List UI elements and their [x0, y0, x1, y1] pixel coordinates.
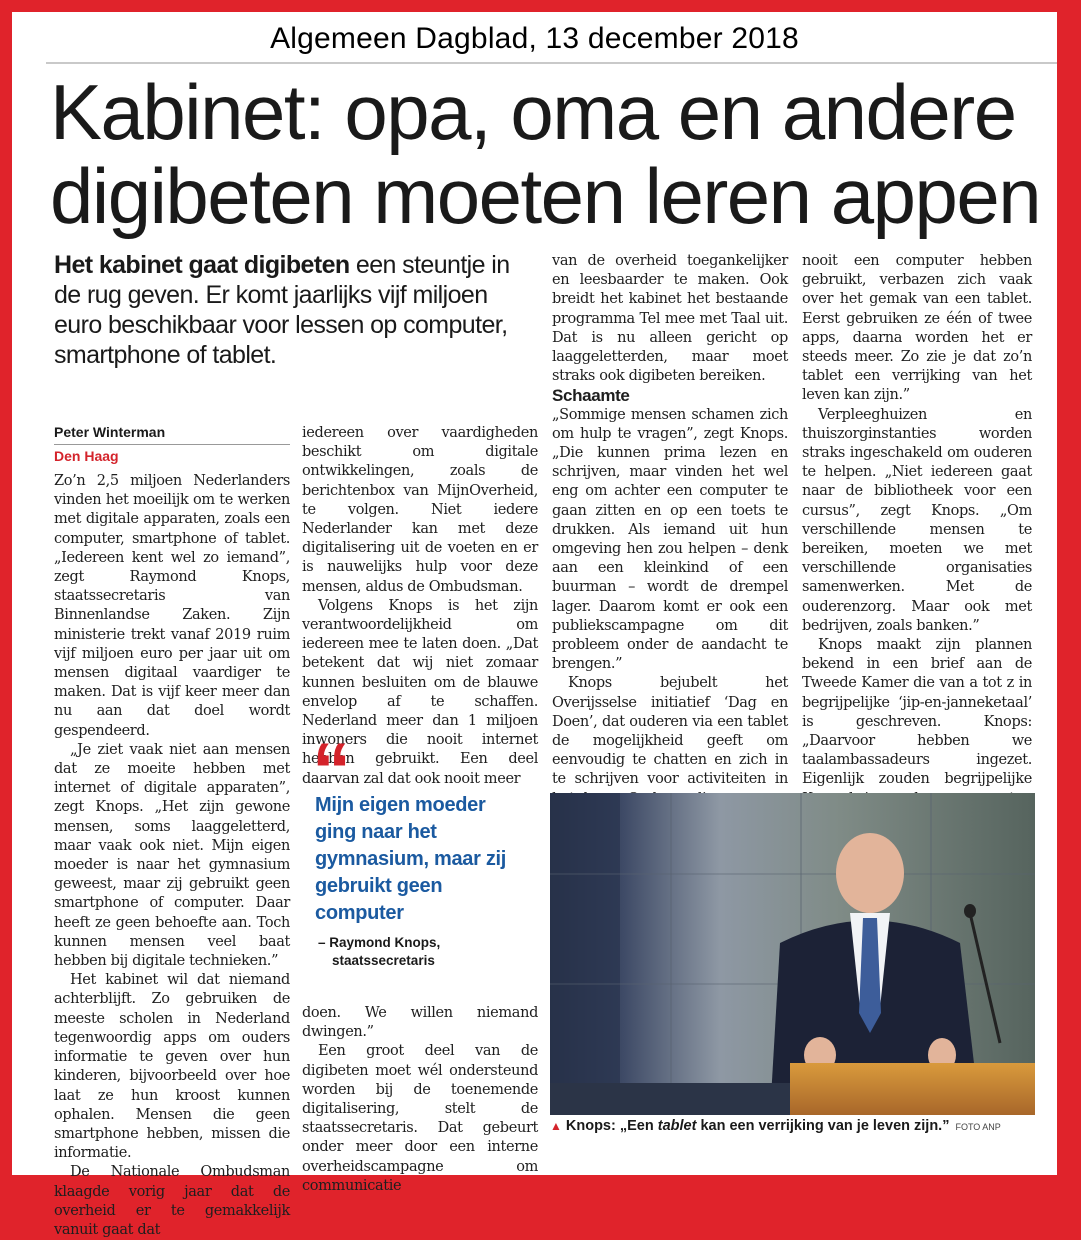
headline-line-2: digibeten moeten leren appen [50, 152, 1041, 240]
triangle-icon: ▲ [550, 1119, 562, 1133]
paragraph: Knops bejubelt het Overijsselse initiatief ‘Dag en Doen’, dat ouderen via een tablet de mogelijkheid geeft om eenvoudig te chatten en zich in te schrijven voor activiteiten in [552, 675, 788, 788]
attribution-role: staatssecretaris [332, 953, 435, 968]
subheading: Schaamte [552, 386, 630, 406]
paragraph: Volgens Knops is het zijn verantwoordelijkheid om iedereen mee te laten doen. „Dat betekent dat wij niet zomaar kunnen besluiten om de blauwe envelop af te schaffen. Nederland meer dan 1 miljoen inwoners die nooit internet hebben gebruikt. Een deel daarvan zal dat ook nooit meer [302, 597, 538, 787]
paragraph: doen. We willen niemand dwingen.” [302, 1005, 538, 1041]
byline-divider [54, 444, 290, 445]
attribution-name: – Raymond Knops, [318, 935, 441, 950]
newspaper-page [12, 12, 1057, 1238]
photo-caption [550, 1118, 1035, 1134]
photo-credit: FOTO ANP [955, 1122, 1001, 1132]
lead-paragraph [54, 250, 534, 370]
quote-mark-icon: “ [312, 726, 345, 814]
paragraph: iedereen over vaardigheden beschikt om digitale ontwikkelingen, zoals de berichtenbox van MijnOverheid, te volgen. Niet iedere Nederlander kan met deze digitalisering uit de voeten en er is nauwelijks hulp voor deze mensen, aldus de Ombudsman. [302, 425, 538, 595]
paragraph: „Je ziet vaak niet aan mensen dat ze moeite hebben met internet of digitale apparaten”, zegt Knops. „Het zijn gewone mensen, soms laaggeletterd, maar vaak ook niet. Mijn eigen moeder is naar het gymnasium geweest, maar zij gebruikt geen smartphone of computer. Daar heeft ze geen behoefte aan. Toch kunnen mensen veel baat hebben bij digitale technieken.” [54, 741, 290, 970]
header-rule [46, 62, 1057, 64]
pull-quote-attribution [318, 934, 528, 970]
pull-quote: Mijn eigen moeder ging naar het gymnasium, maar zij gebruikt geen computer [315, 794, 507, 924]
lead-text: een steuntje in de rug geven. Er komt jaarlijks vijf miljoen euro beschikbaar voor lessen op computer, smartphone of tablet. [54, 251, 510, 369]
paragraph: Het kabinet wil dat niemand achterblijft. Zo gebruiken de meeste scholen in Nederland tegenwoordig apps om ouders informatie te geven over hun kinderen, bijvoorbeeld over hoe laat ze hun kroost kunnen ophalen. Mensen die geen smartphone hebben, missen die informatie. [54, 972, 290, 1162]
paragraph: van de overheid toegankelijker en leesbaarder te maken. Ook breidt het kabinet het bestaande programma Tel mee met Taal uit. Dat is nu alleen gericht op laaggeletterden, maar moet straks ook digibeten bereiken. [552, 253, 788, 385]
article-column-2-continued [302, 1004, 538, 1196]
paragraph: Een groot deel van de digibeten moet wél ondersteund worden bij de toenemende digitalisering, stelt de staatssecretaris. Dat gebeurt onder meer door een interne overheidscampagne om communicatie [302, 1043, 538, 1194]
article-column-1 [54, 472, 290, 1240]
paragraph: „Sommige mensen schamen zich om hulp te vragen”, zegt Knops. „Die kunnen prima lezen en schrijven, maar vinden het wel eng om achter een computer te gaan zitten en op een toets te drukken. Als iemand uit hun omgeving hen zou helpen – denk aan een kleinkind of een buurman – wordt de drempel lager. Daarom komt er ook een publiekscampagne om dit probleem onder de aandacht te brengen.” [552, 406, 788, 673]
author-byline: Peter Winterman [54, 424, 166, 440]
paragraph: Zo’n 2,5 miljoen Nederlanders vinden het moeilijk om te werken met digitale apparaten, zoals een computer, smartphone of tablet. „Iedereen kent wel zo iemand”, zegt Raymond Knops, staatssecretaris van Binnenlandse Zaken. Zijn ministerie trekt vanaf 2019 ruim vijf miljoen euro per jaar uit om mensen digitaal vaardiger te maken. Dat is vijf keer meer dan nu aan dat doel wordt gespendeerd. [54, 473, 290, 739]
paragraph: Verpleeghuizen en thuiszorginstanties worden straks ingeschakeld om ouderen te helpen. „Niet iedereen gaat naar de bibliotheek voor een cursus”, zegt Knops. „Om verschillende mensen te bereiken, moeten we met verschillende organisaties samenwerken. Met de ouderenzorg. Maar ook met bedrijven, zoals banken.” [802, 406, 1032, 634]
headline [50, 70, 1055, 238]
article-photo [550, 793, 1035, 1115]
paragraph: De Nationale Ombudsman klaagde vorig jaar dat de overheid er te gemakkelijk vanuit gaat dat [54, 1164, 290, 1238]
photo-illustration [550, 793, 1035, 1115]
caption-italic: tablet [657, 1118, 697, 1134]
article-column-4 [802, 252, 1032, 886]
dateline: Den Haag [54, 448, 119, 464]
caption-text: kan een verrijking van je leven zijn.” [700, 1118, 950, 1134]
article-column-3 [552, 252, 788, 809]
lead-bold: Het kabinet gaat digibeten [54, 251, 350, 279]
paragraph: nooit een computer hebben gebruikt, verbazen zich vaak over het gemak van een tablet. Eerst gebruiken ze één of twee apps, daarna worden het er steeds meer. Zo zie je dat zo’n tablet een verrijking van het leven kan zijn.” [802, 253, 1032, 404]
paragraph: Knops maakt zijn plannen bekend in een brief aan de Tweede Kamer die van a tot z in begrijpelijke ‘jip-en-janneketaal’ is geschreven. Knops: „Daarvoor hebben we taalambassadeurs ingezet. Eigenlijk zouden begrijpelijke [802, 637, 1032, 788]
headline-line-1: Kabinet: opa, oma en andere [50, 68, 1016, 156]
caption-label: Knops: „Een [565, 1118, 654, 1134]
publication-source: Algemeen Dagblad, 13 december 2018 [270, 22, 799, 55]
